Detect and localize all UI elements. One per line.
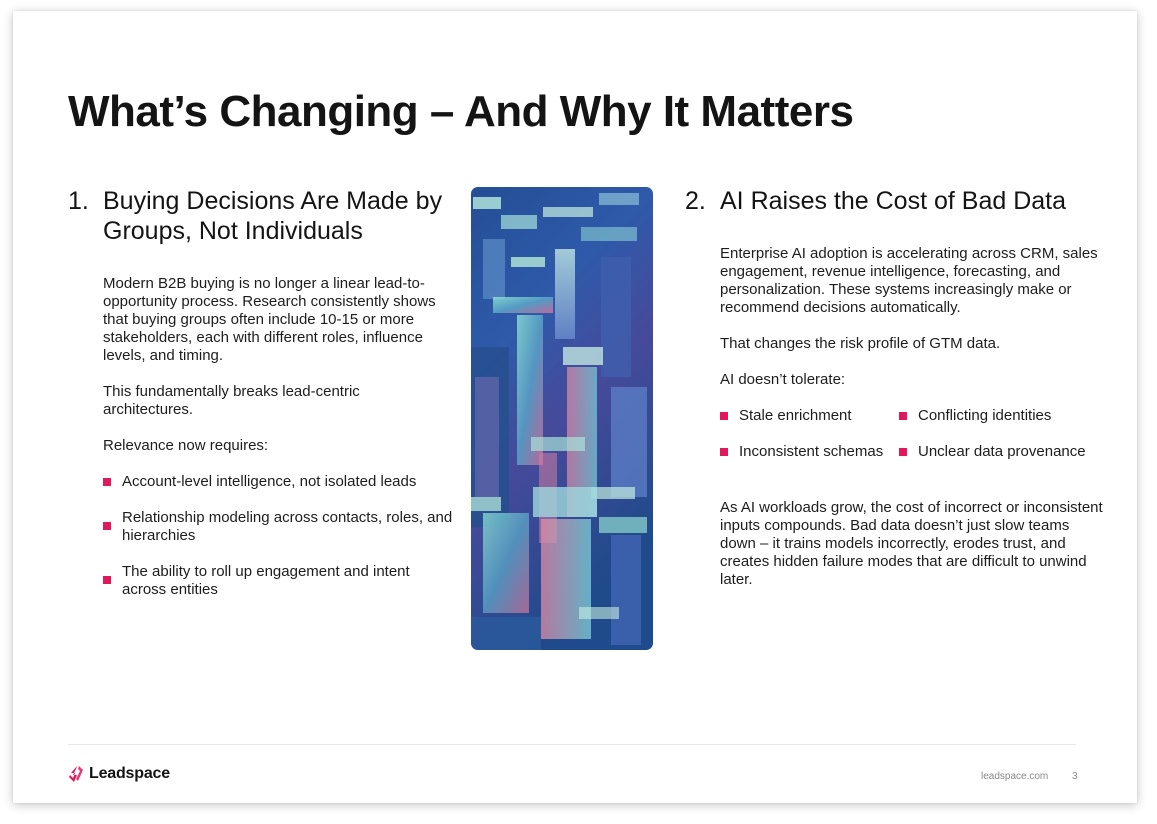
- bullet-square-icon: [103, 478, 111, 486]
- paragraph: Enterprise AI adoption is accelerating across CRM, sales engagement, revenue intelligence, forecasting, and personalization. These systems increasingly make or recommend decisions automatically.: [720, 245, 1098, 316]
- footer-divider: [68, 744, 1076, 745]
- section-body: [720, 245, 1105, 589]
- abstract-data-image: [471, 187, 653, 650]
- section-body: [103, 275, 453, 599]
- list-item-text: Stale enrichment: [739, 407, 852, 424]
- leadspace-logo: [68, 765, 170, 783]
- list-item: [899, 407, 1099, 425]
- leadspace-logo-icon: [68, 765, 84, 783]
- list-item: [720, 443, 899, 461]
- section-heading-text: AI Raises the Cost of Bad Data: [720, 187, 1067, 215]
- footer-site-link[interactable]: leadspace.com: [981, 771, 1049, 782]
- section-ai-cost: [685, 186, 1105, 607]
- list-item-text: Unclear data provenance: [918, 443, 1086, 460]
- bullet-list: [103, 473, 453, 599]
- bullet-square-icon: [720, 412, 728, 420]
- section-number: 1.: [68, 187, 89, 215]
- list-item-text: The ability to roll up engagement and intent across entities: [122, 563, 410, 598]
- section-number: 2.: [685, 187, 706, 215]
- list-item: [103, 473, 453, 491]
- closing-paragraph: As AI workloads grow, the cost of incorrect or inconsistent inputs compounds. Bad data doesn’t just slow teams down – it trains models incorrectly, erodes trust, and creates hidden failure modes that are difficult to unwind later.: [720, 499, 1103, 588]
- paragraph: This fundamentally breaks lead-centric architectures.: [103, 383, 360, 418]
- bullet-square-icon: [720, 448, 728, 456]
- paragraph: That changes the risk profile of GTM data.: [720, 335, 1001, 352]
- section-heading-text: Buying Decisions Are Made by Groups, Not Individuals: [103, 187, 443, 245]
- list-item: [103, 563, 453, 599]
- bullet-grid: [720, 407, 1105, 461]
- bullet-square-icon: [899, 448, 907, 456]
- list-item: [720, 407, 899, 425]
- list-item-text: Inconsistent schemas: [739, 443, 884, 460]
- list-item-text: Relationship modeling across contacts, roles, and hierarchies: [122, 509, 453, 544]
- bullet-square-icon: [103, 522, 111, 530]
- bullet-square-icon: [103, 576, 111, 584]
- list-item: [899, 443, 1099, 461]
- list-item: [103, 509, 453, 545]
- paragraph: AI doesn’t tolerate:: [720, 371, 846, 388]
- list-item-text: Account-level intelligence, not isolated leads: [122, 473, 417, 490]
- section-buying-groups: [68, 186, 453, 617]
- logo-text: Leadspace: [89, 765, 170, 782]
- paragraph: Modern B2B buying is no longer a linear lead-to-opportunity process. Research consistently shows that buying groups often include 10-15 or more stakeholders, each with different roles, influence levels, and timing.: [103, 275, 436, 364]
- section-heading: [68, 186, 453, 246]
- paragraph: Relevance now requires:: [103, 437, 269, 454]
- bullet-square-icon: [899, 412, 907, 420]
- slide-page: [13, 11, 1137, 803]
- page-number: 3: [1072, 771, 1078, 782]
- section-heading: [685, 186, 1105, 216]
- list-item-text: Conflicting identities: [918, 407, 1052, 424]
- page-title: What’s Changing – And Why It Matters: [68, 87, 854, 136]
